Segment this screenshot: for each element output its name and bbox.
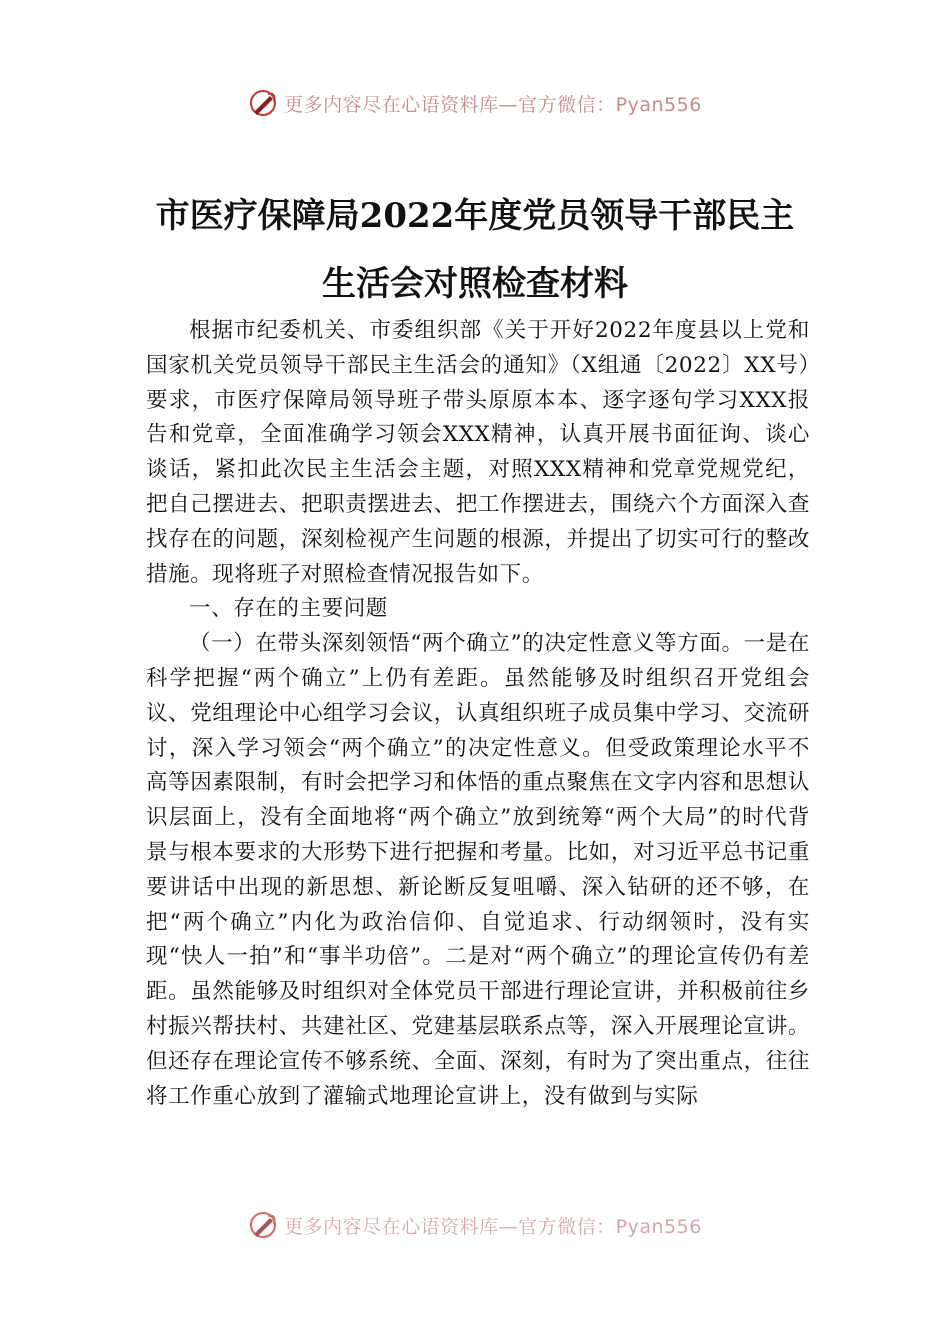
pen-logo-icon [248, 1210, 278, 1240]
intro-paragraph: 根据市纪委机关、市委组织部《关于开好2022年度县以上党和国家机关党员领导干部民主生活会的通知》（X组通〔2022〕XX号）要求，市医疗保障局领导班子带头原原本本、逐字逐句学习XXX报告和党章，全面准确学习领会XXX精神，认真开展书面征询、谈心谈话，紧扣此次民主生活会主题，对照XXX精神和党章党规党纪，把自己摆进去、把职责摆进去、把工作摆进去，围绕六个方面深入查找存在的问题，深刻检视产生问题的根源，并提出了切实可行的整改措施。现将班子对照检查情况报告如下。 [146, 318, 810, 587]
watermark-text: 更多内容尽在心语资料库—官方微信：Pyan556 [284, 1215, 702, 1238]
watermark-text: 更多内容尽在心语资料库—官方微信：Pyan556 [284, 93, 702, 116]
document-title-line1: 市医疗保障局2022年度党员领导干部民主 [155, 196, 795, 236]
watermark-header [0, 86, 950, 120]
section-heading: 一、存在的主要问题 [189, 596, 388, 622]
document-body [146, 314, 810, 1114]
document-title-line2: 生活会对照检查材料 [322, 264, 628, 304]
section-paragraph: （一）在带头深刻领悟“两个确立”的决定性意义等方面。一是在科学把握“两个确立”上仍有差距。虽然能够及时组织召开党组会议、党组理论中心组学习会议，认真组织班子成员集中学习、交流研讨，深入学习领会“两个确立”的决定性意义。但受政策理论水平不高等因素限制，有时会把学习和体悟的重点聚焦在文字内容和思想认识层面上，没有全面地将“两个确立”放到统筹“两个大局”的时代背景与根本要求的大形势下进行把握和考量。比如，对习近平总书记重要讲话中出现的新思想、新论断反复咀嚼、深入钻研的还不够，在把“两个确立”内化为政治信仰、自觉追求、行动纲领时，没有实现“快人一拍”和“事半功倍”。二是对“两个确立”的理论宣传仍有差距。虽然能够及时组织对全体党员干部进行理论宣讲，并积极前往乡村振兴帮扶村、共建社区、党建基层联系点等，深入开展理论宣讲。但还存在理论宣传不够系统、全面、深刻，有时为了突出重点，往往将工作重心放到了灌输式地理论宣讲上，没有做到与实际 [146, 631, 810, 1109]
watermark-footer [0, 1208, 950, 1242]
pen-logo-icon [248, 88, 278, 118]
